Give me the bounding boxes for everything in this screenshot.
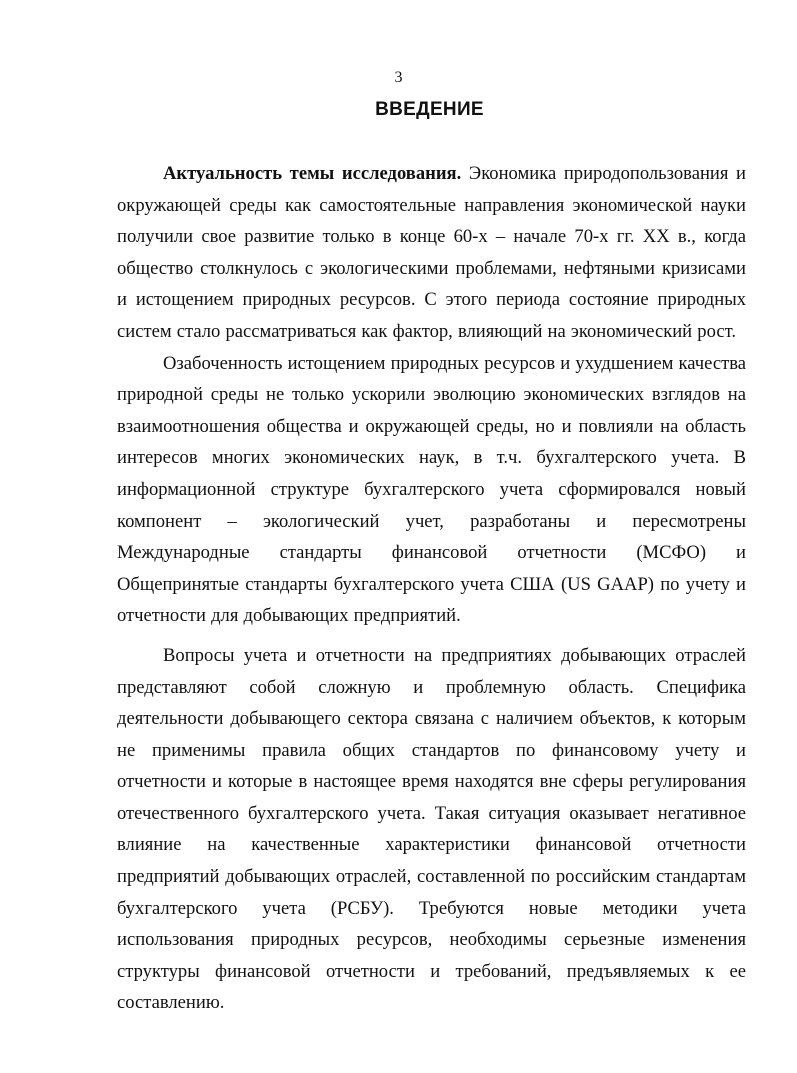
paragraph-concern: Озабоченность истощением природных ресурсов и ухудшением качества природной среды не только ускорили эволюцию экономических взглядов на взаимоотношения общества и окружающей среды, но и повлияли на область интересов многих экономических наук, в т.ч. бухгалтерского учета. В информационной структуре бухгалтерского учета сформировался новый компонент – экологический учет, разработаны и пересмотрены Международные стандарты финансовой отчетности (МСФО) и Общепринятые стандарты бухгалтерского учета США (US GAAP) по учету и отчетности для добывающих предприятий. [117,352,746,627]
body-text [117,158,746,1019]
page-number: 3 [394,69,403,86]
paragraph-text: Экономика природопользования и окружающей среды как самостоятельные направления экономической науки получили свое развитие только в конце 60-х – начале 70-х гг. XX в., когда общество столкнулось с экологическими проблемами, нефтяными кризисами и истощением природных ресурсов. С этого периода состояние природных систем стало рассматриваться как фактор, влияющий на экономический рост. [117,163,746,342]
section-heading: ВВЕДЕНИЕ [375,99,484,120]
paragraph-accounting-issues: Вопросы учета и отчетности на предприятиях добывающих отраслей представляют собой сложную и проблемную область. Специфика деятельности добывающего сектора связана с наличием объектов, к которым не применимы правила общих стандартов по финансовому учету и отчетности и которые в настоящее время находятся вне сферы регулирования отечественного бухгалтерского учета. Такая ситуация оказывает негативное влияние на качественные характеристики финансовой отчетности предприятий добывающих отраслей, составленной по российским стандартам бухгалтерского учета (РСБУ). Требуются новые методики учета использования природных ресурсов, необходимы серьезные изменения структуры финансовой отчетности и требований, предъявляемых к ее составлению. [117,644,746,1014]
paragraph-lead: Актуальность темы исследования. [163,163,462,184]
paragraph-relevance [117,158,746,348]
